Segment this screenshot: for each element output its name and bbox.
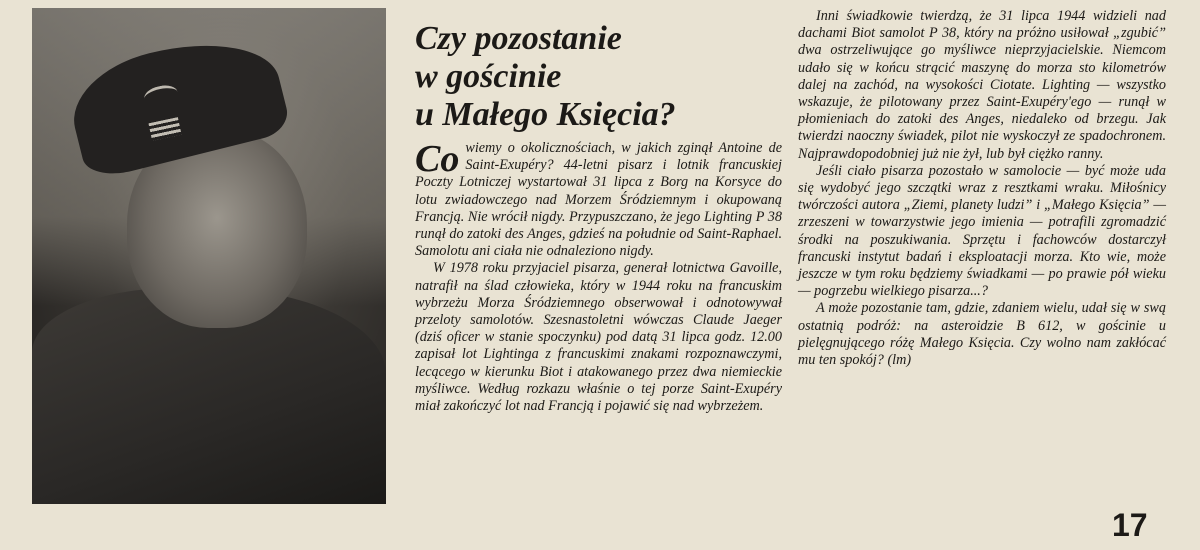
portrait-photo [32,8,386,504]
article-title [415,20,785,134]
article-column-2 [798,8,1166,369]
drop-cap: Co [415,138,460,180]
page-number: 17 [1112,507,1148,543]
paragraph-4: Jeśli ciało pisarza pozostało w samolocie — być może uda się wydobyć jego szczątki wraz z resztkami wraku. Miłośnicy twórczości autora „Ziemi, planety ludzi” i „Małego Księcia” — zrzeszeni w towarzystwie jego imienia — potrafili zgromadzić środki na poszukiwania. Sprzętu i fachowców dostarczył francuski instytut badań i eksploatacji morza. Kto wie, może jeszcze w tym roku będziemy świadkami — po prawie pół wieku — pogrzebu wielkiego pisarza...? [798,162,1166,300]
paragraph-1-text: wiemy o okolicznościach, w jakich zginął Antoine de Saint-Exupéry? 44-letni pisarz i lotnik francuskiej Poczty Lotniczej wystartował 31 lipca z Borg na Korsyce do lotu zwiadowczego nad Morzem Śródziemnym i okupowaną Francją. Nie wrócił nigdy. Przypuszczano, że jego Lighting P 38 runął do zatoki des Anges, gdzieś na południe od Saint-Raphael. Samolotu ani ciała nie odnaleziono nigdy. [415,140,782,260]
title-line-2: w gościnie [415,58,562,95]
paragraph-5: A może pozostanie tam, gdzie, zdaniem wielu, udał się w swą ostatnią podróż: na asteroidzie B 612, w gościnie u pielęgnującego różę Małego Księcia. Czy wolno nam zakłócać mu ten spokój? (lm) [798,300,1166,369]
title-line-1: Czy pozostanie [415,20,622,57]
article-column-1 [415,140,782,415]
paragraph-1 [415,140,782,260]
paragraph-2: W 1978 roku przyjaciel pisarza, generał lotnictwa Gavoille, natrafił na ślad człowieka, który w 1944 roku na francuskim wybrzeżu Morza Śródziemnego obserwował i odnotowywał przeloty samolotów. Szesnastoletni wówczas Claude Jaeger (dziś oficer w stanie spoczynku) pod datą 31 lipca godz. 12.00 zapisał lot Lightinga z francuskimi znakami rozpoznawczymi, lecącego w kierunku Biot i atakowanego przez dwa niemieckie myśliwce. Według rozkazu właśnie o tej porze Saint-Exupéry miał zakończyć lot nad Francją i pojawić się nad wybrzeżem. [415,260,782,415]
title-line-3: u Małego Księcia? [415,96,676,133]
paragraph-3: Inni świadkowie twierdzą, że 31 lipca 1944 widzieli nad dachami Biot samolot P 38, który na próżno usiłował „zgubić” dwa ostrzeliwujące go myśliwce nieprzyjacielskie. Niemcom udało się w końcu strącić maszynę do morza sto kilometrów dalej na zachód, na wysokości Ciotate. Lighting — wszystko wskazuje, że pilotowany przez Saint-Exupéry'ego — runął w płomieniach do zatoki des Anges, niedaleko od brzegu. Jak twierdzi naoczny świadek, pilot nie wyskoczył ze spadochronem. Najprawdopodobniej już nie żył, lub był ciężko ranny. [798,8,1166,162]
